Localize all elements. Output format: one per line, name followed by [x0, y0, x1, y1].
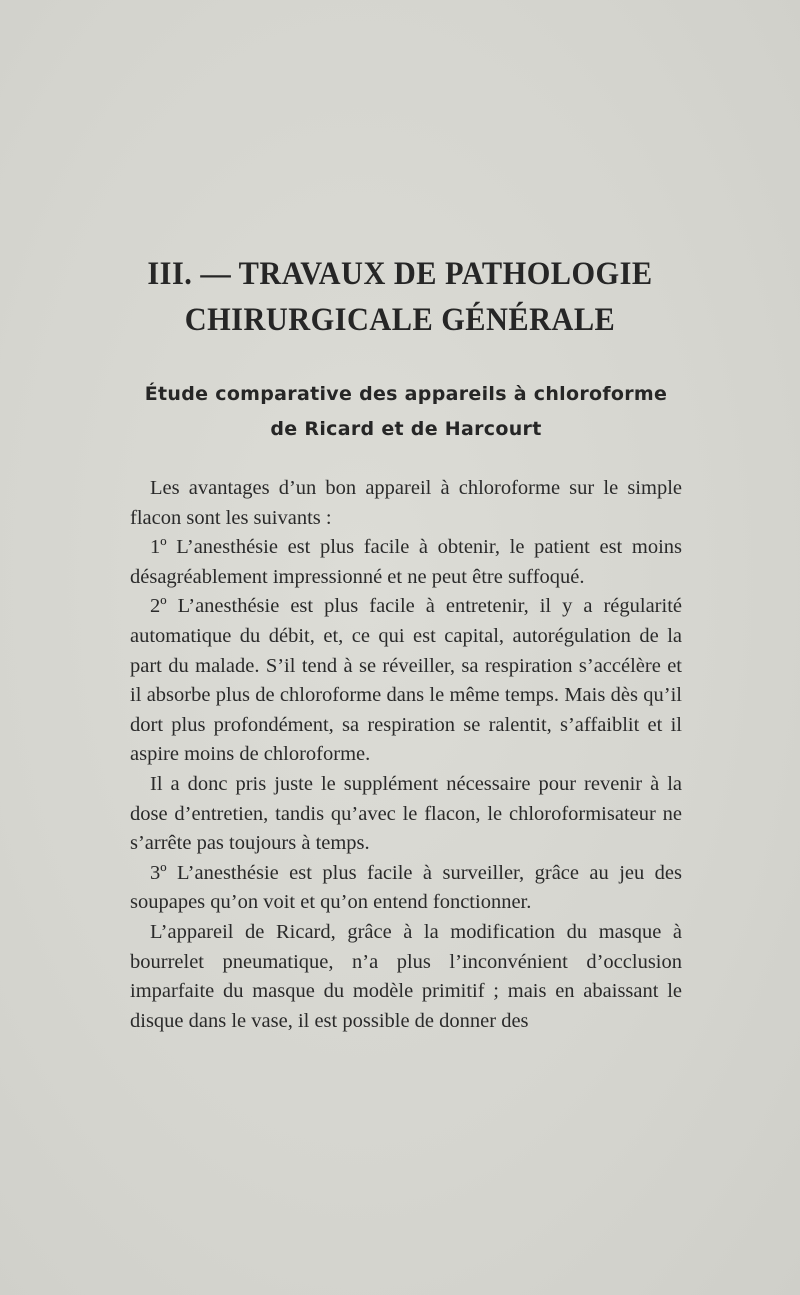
body-text [130, 474, 682, 1036]
section-title-line-2: CHIRURGICALE GÉNÉRALE [184, 302, 616, 338]
section-title-line-1: III. — TRAVAUX DE PATHOLOGIE [147, 256, 653, 292]
paragraph-point-3: 3º L’anesthésie est plus facile à surveiller, grâce au jeu des soupapes qu’on voit et qu’on entend fonctionner. [130, 861, 682, 914]
paragraph-conclusion-2: Il a donc pris juste le supplément nécessaire pour revenir à la dose d’entretien, tandis qu’avec le flacon, le chloroformisateur ne s’arrête pas toujours à temps. [130, 772, 682, 855]
paragraph-point-2: 2º L’anesthésie est plus facile à entretenir, il y a régularité automatique du débit, et, ce qui est capital, autorégulation de la part du malade. S’il tend à se réveiller, sa respiration s’accélère et il absorbe plus de chloroforme dans le même temps. Mais dès qu’il dort plus profondément, sa respiration se ralentit, s’affaiblit et il aspire moins de chloroforme. [130, 595, 682, 766]
paragraph-intro: Les avantages d’un bon appareil à chloroforme sur le simple flacon sont les suivants : [130, 477, 682, 529]
article-title-line-1: Étude comparative des appareils à chloroforme [144, 383, 668, 405]
article-title-line-2: de Ricard et de Harcourt [270, 418, 542, 440]
paragraph-point-1: 1º L’anesthésie est plus facile à obtenir, le patient est moins désagréablement impressionné et ne peut être suffoqué. [130, 536, 682, 588]
paragraph-ricard: L’appareil de Ricard, grâce à la modification du masque à bourrelet pneumatique, n’a plus l’inconvénient d’occlusion imparfaite du masque du modèle primitif ; mais en abaissant le disque dans le vase, il est possible de donner des [130, 920, 682, 1032]
